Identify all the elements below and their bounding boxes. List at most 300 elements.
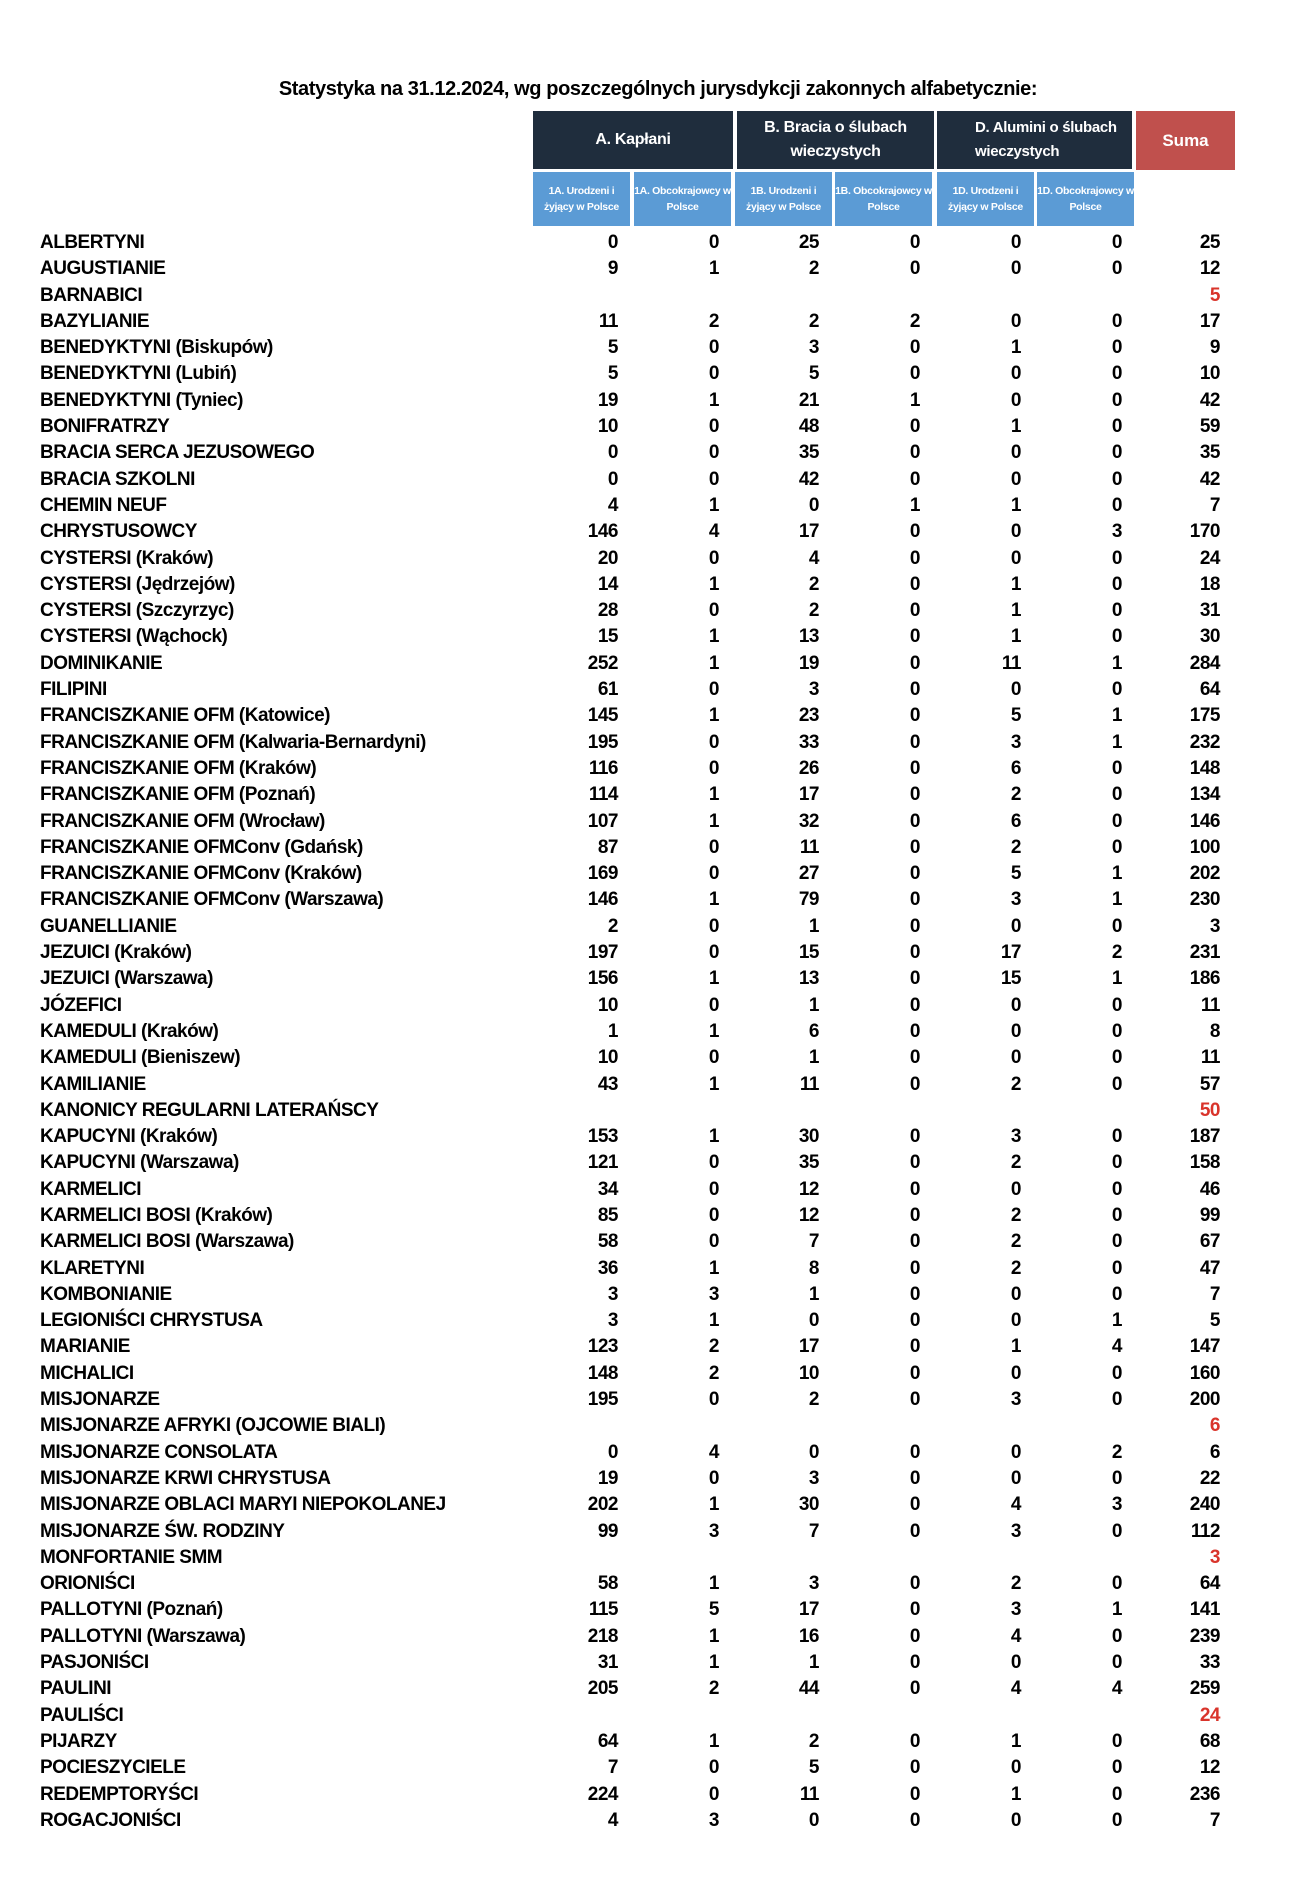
page-title: Statystyka na 31.12.2024, wg poszczególnych jurysdykcji zakonnych alfabetycznie:: [278, 78, 1038, 100]
cell-value: 2: [1010, 836, 1021, 858]
cell-value: 0: [1111, 1047, 1122, 1069]
cell-value: 2: [808, 573, 819, 595]
cell-value: 0: [607, 468, 618, 490]
cell-value: 1: [1111, 652, 1122, 674]
cell-value: 64: [597, 1730, 618, 1752]
cell-value: 0: [1111, 1809, 1122, 1831]
row-sum: 100: [1189, 836, 1220, 858]
row-sum: 236: [1189, 1783, 1220, 1805]
cell-value: 0: [1010, 1178, 1021, 1200]
table-row: [0, 1571, 1316, 1597]
table-row: [0, 1282, 1316, 1308]
jurisdiction-name: BARNABICI: [40, 284, 143, 306]
cell-value: 0: [909, 468, 920, 490]
cell-value: 0: [1010, 363, 1021, 385]
row-sum: 30: [1199, 626, 1220, 648]
cell-value: 1: [708, 1073, 719, 1095]
cell-value: 2: [1111, 942, 1122, 964]
cell-value: 0: [909, 1573, 920, 1595]
jurisdiction-name: PALLOTYNI (Warszawa): [40, 1625, 246, 1647]
jurisdiction-name: POCIESZYCIELE: [40, 1757, 186, 1779]
cell-value: 1: [909, 389, 920, 411]
cell-value: 0: [1010, 1020, 1021, 1042]
jurisdiction-name: ORIONIŚCI: [40, 1573, 135, 1595]
jurisdiction-name: MONFORTANIE SMM: [40, 1546, 223, 1568]
jurisdiction-name: PIJARZY: [40, 1730, 117, 1752]
cell-value: 36: [597, 1257, 618, 1279]
cell-value: 0: [1111, 1283, 1122, 1305]
cell-value: 123: [587, 1336, 618, 1358]
row-sum: 160: [1189, 1362, 1220, 1384]
row-sum: 7: [1209, 1283, 1220, 1305]
cell-value: 218: [587, 1625, 618, 1647]
table-row: [0, 1755, 1316, 1781]
cell-value: 0: [909, 258, 920, 280]
cell-value: 0: [1111, 442, 1122, 464]
cell-value: 0: [1010, 1467, 1021, 1489]
cell-value: 0: [1111, 1073, 1122, 1095]
table-row: [0, 1413, 1316, 1439]
cell-value: 8: [808, 1257, 819, 1279]
jurisdiction-name: AUGUSTIANIE: [40, 258, 166, 280]
row-sum: 232: [1189, 731, 1220, 753]
jurisdiction-name: FRANCISZKANIE OFM (Kalwaria-Bernardyni): [40, 731, 426, 753]
row-sum: 5: [1209, 284, 1220, 306]
cell-value: 1: [1010, 1730, 1021, 1752]
row-sum: 146: [1189, 810, 1220, 832]
cell-value: 0: [909, 626, 920, 648]
cell-value: 0: [708, 337, 719, 359]
cell-value: 1: [1111, 731, 1122, 753]
cell-value: 10: [597, 416, 618, 438]
row-sum: 35: [1199, 442, 1220, 464]
cell-value: 0: [708, 442, 719, 464]
cell-value: 0: [708, 915, 719, 937]
table-row: [0, 335, 1316, 361]
table-row: [0, 546, 1316, 572]
jurisdiction-name: KOMBONIANIE: [40, 1283, 172, 1305]
cell-value: 0: [909, 232, 920, 253]
jurisdiction-name: KANONICY REGULARNI LATERAŃSCY: [40, 1099, 379, 1121]
cell-value: 0: [1010, 442, 1021, 464]
header-group-kaplani: A. Kapłani: [533, 111, 733, 169]
cell-value: 17: [798, 1336, 819, 1358]
jurisdiction-name: PAULIŚCI: [40, 1704, 124, 1726]
cell-value: 11: [799, 1783, 819, 1805]
cell-value: 6: [1010, 810, 1021, 832]
cell-value: 0: [909, 915, 920, 937]
cell-value: 2: [1010, 1152, 1021, 1174]
cell-value: 0: [708, 1783, 719, 1805]
cell-value: 0: [1111, 1389, 1122, 1411]
cell-value: 4: [607, 494, 618, 516]
cell-value: 146: [587, 521, 618, 543]
table-row: [0, 1519, 1316, 1545]
jurisdiction-name: MARIANIE: [40, 1336, 130, 1358]
cell-value: 30: [798, 1126, 819, 1148]
cell-value: 0: [909, 1783, 920, 1805]
cell-value: 42: [798, 468, 819, 490]
cell-value: 0: [909, 416, 920, 438]
cell-value: 0: [909, 1126, 920, 1148]
jurisdiction-name: MISJONARZE AFRYKI (OJCOWIE BIALI): [40, 1415, 386, 1437]
cell-value: 17: [1000, 942, 1021, 964]
table-row: [0, 1650, 1316, 1676]
cell-value: 1: [708, 494, 719, 516]
table-row: [0, 1203, 1316, 1229]
cell-value: 0: [1010, 232, 1021, 253]
cell-value: 0: [1111, 1625, 1122, 1647]
table-row: [0, 493, 1316, 519]
cell-value: 195: [587, 731, 618, 753]
row-sum: 6: [1209, 1415, 1220, 1437]
cell-value: 0: [909, 1757, 920, 1779]
cell-value: 145: [587, 705, 618, 727]
row-sum: 202: [1189, 863, 1220, 885]
jurisdiction-name: BENEDYKTYNI (Biskupów): [40, 337, 273, 359]
cell-value: 5: [808, 363, 819, 385]
table-row: [0, 1729, 1316, 1755]
row-sum: 24: [1199, 547, 1220, 569]
cell-value: 0: [909, 1231, 920, 1253]
row-sum: 7: [1209, 494, 1220, 516]
cell-value: 1: [708, 1730, 719, 1752]
table-row: [0, 1334, 1316, 1360]
cell-value: 0: [1111, 573, 1122, 595]
cell-value: 5: [1010, 863, 1021, 885]
cell-value: 0: [708, 600, 719, 622]
row-sum: 18: [1199, 573, 1220, 595]
jurisdiction-name: CHRYSTUSOWCY: [40, 521, 197, 543]
jurisdiction-name: BRACIA SERCA JEZUSOWEGO: [40, 442, 315, 464]
cell-value: 0: [909, 1310, 920, 1332]
cell-value: 12: [798, 1204, 819, 1226]
cell-value: 26: [798, 757, 819, 779]
cell-value: 0: [909, 1625, 920, 1647]
table-row: [0, 1150, 1316, 1176]
row-sum: 3: [1209, 1546, 1220, 1568]
row-sum: 200: [1189, 1389, 1220, 1411]
cell-value: 0: [1111, 232, 1122, 253]
jurisdiction-name: JÓZEFICI: [40, 994, 122, 1016]
cell-value: 85: [597, 1204, 618, 1226]
cell-value: 0: [909, 679, 920, 701]
table-row: [0, 1229, 1316, 1255]
cell-value: 5: [607, 337, 618, 359]
jurisdiction-name: MISJONARZE CONSOLATA: [40, 1441, 278, 1463]
cell-value: 2: [808, 1389, 819, 1411]
table-row: [0, 887, 1316, 913]
cell-value: 3: [808, 679, 819, 701]
row-sum: 17: [1199, 310, 1220, 332]
cell-value: 0: [1010, 547, 1021, 569]
row-sum: 231: [1189, 942, 1220, 964]
cell-value: 3: [1010, 731, 1021, 753]
cell-value: 0: [1111, 310, 1122, 332]
cell-value: 15: [1000, 968, 1021, 990]
jurisdiction-name: KAMILIANIE: [40, 1073, 146, 1095]
table-row: [0, 782, 1316, 808]
cell-value: 0: [607, 442, 618, 464]
cell-value: 2: [607, 915, 618, 937]
cell-value: 0: [1111, 1152, 1122, 1174]
cell-value: 15: [798, 942, 819, 964]
cell-value: 0: [1111, 757, 1122, 779]
cell-value: 17: [798, 1599, 819, 1621]
jurisdiction-name: MICHALICI: [40, 1362, 134, 1384]
row-sum: 141: [1189, 1599, 1220, 1621]
cell-value: 1: [708, 389, 719, 411]
jurisdiction-name: ROGACJONIŚCI: [40, 1809, 181, 1831]
cell-value: 9: [607, 258, 618, 280]
cell-value: 1: [708, 1126, 719, 1148]
cell-value: 2: [808, 600, 819, 622]
jurisdiction-name: CYSTERSI (Szczyrzyc): [40, 600, 234, 622]
jurisdiction-name: FRANCISZKANIE OFMConv (Kraków): [40, 863, 362, 885]
cell-value: 5: [607, 363, 618, 385]
row-sum: 12: [1199, 1757, 1220, 1779]
jurisdiction-name: JEZUICI (Warszawa): [40, 968, 213, 990]
table-row: [0, 993, 1316, 1019]
table-row: [0, 624, 1316, 650]
row-sum: 46: [1199, 1178, 1220, 1200]
cell-value: 1: [1010, 1336, 1021, 1358]
jurisdiction-name: MISJONARZE ŚW. RODZINY: [40, 1520, 285, 1542]
cell-value: 3: [1111, 1494, 1122, 1516]
cell-value: 0: [909, 363, 920, 385]
jurisdiction-name: CYSTERSI (Wąchock): [40, 626, 228, 648]
cell-value: 1: [708, 1310, 719, 1332]
row-sum: 42: [1199, 389, 1220, 411]
cell-value: 0: [1111, 784, 1122, 806]
cell-value: 0: [1111, 1204, 1122, 1226]
jurisdiction-name: FRANCISZKANIE OFMConv (Warszawa): [40, 889, 384, 911]
cell-value: 3: [1010, 1389, 1021, 1411]
cell-value: 0: [708, 363, 719, 385]
table-row: [0, 1124, 1316, 1150]
cell-value: 0: [909, 1678, 920, 1700]
cell-value: 0: [708, 232, 719, 253]
cell-value: 6: [808, 1020, 819, 1042]
cell-value: 0: [1111, 1757, 1122, 1779]
jurisdiction-name: PALLOTYNI (Poznań): [40, 1599, 223, 1621]
cell-value: 1: [708, 1257, 719, 1279]
cell-value: 16: [798, 1625, 819, 1647]
cell-value: 2: [1010, 784, 1021, 806]
cell-value: 0: [1010, 1047, 1021, 1069]
jurisdiction-name: KAPUCYNI (Kraków): [40, 1126, 218, 1148]
row-sum: 99: [1199, 1204, 1220, 1226]
subheader-1b-obcokrajowcy: 1B. Obcokrajowcy w Polsce: [835, 172, 932, 226]
cell-value: 0: [1010, 994, 1021, 1016]
cell-value: 35: [798, 1152, 819, 1174]
cell-value: 1: [708, 810, 719, 832]
cell-value: 252: [587, 652, 618, 674]
cell-value: 43: [597, 1073, 618, 1095]
cell-value: 0: [708, 1178, 719, 1200]
cell-value: 3: [1010, 1126, 1021, 1148]
cell-value: 3: [1010, 889, 1021, 911]
table-row: [0, 1808, 1316, 1834]
cell-value: 0: [708, 1047, 719, 1069]
cell-value: 0: [909, 1073, 920, 1095]
cell-value: 4: [708, 1441, 719, 1463]
cell-value: 169: [587, 863, 618, 885]
cell-value: 0: [909, 547, 920, 569]
table-row: [0, 414, 1316, 440]
row-sum: 25: [1199, 232, 1220, 253]
cell-value: 0: [708, 547, 719, 569]
cell-value: 0: [1111, 600, 1122, 622]
cell-value: 1: [708, 626, 719, 648]
cell-value: 4: [1010, 1494, 1021, 1516]
cell-value: 0: [708, 1231, 719, 1253]
cell-value: 0: [909, 573, 920, 595]
cell-value: 0: [1111, 1573, 1122, 1595]
cell-value: 28: [597, 600, 618, 622]
cell-value: 0: [607, 1441, 618, 1463]
table-row: [0, 730, 1316, 756]
cell-value: 30: [798, 1494, 819, 1516]
cell-value: 23: [798, 705, 819, 727]
cell-value: 2: [708, 1678, 719, 1700]
cell-value: 0: [1111, 1362, 1122, 1384]
cell-value: 15: [597, 626, 618, 648]
cell-value: 0: [909, 705, 920, 727]
cell-value: 2: [1010, 1573, 1021, 1595]
row-sum: 259: [1189, 1678, 1220, 1700]
subheader-1a-urodzeni: 1A. Urodzeni i żyjący w Polsce: [533, 172, 630, 226]
cell-value: 0: [909, 784, 920, 806]
row-sum: 42: [1199, 468, 1220, 490]
cell-value: 10: [597, 994, 618, 1016]
cell-value: 4: [708, 521, 719, 543]
cell-value: 0: [909, 521, 920, 543]
cell-value: 1: [1010, 494, 1021, 516]
cell-value: 0: [1111, 915, 1122, 937]
cell-value: 0: [909, 810, 920, 832]
row-sum: 187: [1189, 1126, 1220, 1148]
cell-value: 79: [798, 889, 819, 911]
cell-value: 0: [607, 232, 618, 253]
cell-value: 1: [1010, 1783, 1021, 1805]
cell-value: 1: [1010, 573, 1021, 595]
cell-value: 0: [708, 731, 719, 753]
cell-value: 0: [1111, 416, 1122, 438]
cell-value: 19: [597, 389, 618, 411]
cell-value: 0: [708, 1467, 719, 1489]
jurisdiction-name: CHEMIN NEUF: [40, 494, 167, 516]
cell-value: 2: [1010, 1231, 1021, 1253]
cell-value: 19: [798, 652, 819, 674]
cell-value: 3: [808, 1573, 819, 1595]
jurisdiction-name: PAULINI: [40, 1678, 112, 1700]
cell-value: 33: [798, 731, 819, 753]
cell-value: 3: [808, 337, 819, 359]
cell-value: 0: [909, 836, 920, 858]
table-row: [0, 651, 1316, 677]
cell-value: 0: [909, 1730, 920, 1752]
cell-value: 1: [708, 1625, 719, 1647]
cell-value: 1: [1111, 1310, 1122, 1332]
row-sum: 147: [1189, 1336, 1220, 1358]
table-row: [0, 835, 1316, 861]
cell-value: 1: [1111, 889, 1122, 911]
cell-value: 0: [1010, 468, 1021, 490]
cell-value: 0: [1111, 1730, 1122, 1752]
row-sum: 134: [1189, 784, 1220, 806]
table-row: [0, 1703, 1316, 1729]
cell-value: 0: [909, 1020, 920, 1042]
jurisdiction-name: KLARETYNI: [40, 1257, 145, 1279]
cell-value: 7: [808, 1520, 819, 1542]
table-row: [0, 940, 1316, 966]
cell-value: 0: [1111, 1783, 1122, 1805]
cell-value: 0: [909, 757, 920, 779]
cell-value: 0: [808, 1809, 819, 1831]
table-row: [0, 388, 1316, 414]
jurisdiction-name: FILIPINI: [40, 679, 107, 701]
jurisdiction-name: GUANELLIANIE: [40, 915, 177, 937]
table-row: [0, 861, 1316, 887]
jurisdiction-name: KAMEDULI (Kraków): [40, 1020, 219, 1042]
cell-value: 1: [708, 1573, 719, 1595]
cell-value: 0: [708, 994, 719, 1016]
row-sum: 170: [1189, 521, 1220, 543]
cell-value: 224: [587, 1783, 618, 1805]
cell-value: 0: [909, 863, 920, 885]
cell-value: 25: [798, 232, 819, 253]
jurisdiction-name: KARMELICI BOSI (Kraków): [40, 1204, 273, 1226]
cell-value: 4: [607, 1809, 618, 1831]
row-sum: 230: [1189, 889, 1220, 911]
row-sum: 7: [1209, 1809, 1220, 1831]
cell-value: 0: [909, 1599, 920, 1621]
jurisdiction-name: BENEDYKTYNI (Tyniec): [40, 389, 243, 411]
cell-value: 0: [1010, 1362, 1021, 1384]
cell-value: 3: [1010, 1599, 1021, 1621]
cell-value: 58: [597, 1573, 618, 1595]
cell-value: 12: [798, 1178, 819, 1200]
cell-value: 11: [1001, 652, 1021, 674]
jurisdiction-name: ALBERTYNI: [40, 232, 145, 253]
cell-value: 7: [808, 1231, 819, 1253]
cell-value: 2: [708, 310, 719, 332]
table-row: [0, 966, 1316, 992]
cell-value: 1: [708, 784, 719, 806]
cell-value: 1: [708, 1494, 719, 1516]
cell-value: 20: [597, 547, 618, 569]
cell-value: 197: [587, 942, 618, 964]
jurisdiction-name: KAPUCYNI (Warszawa): [40, 1152, 239, 1174]
jurisdiction-name: MISJONARZE OBLACI MARYI NIEPOKOLANEJ: [40, 1494, 446, 1516]
cell-value: 3: [708, 1283, 719, 1305]
cell-value: 0: [1010, 1310, 1021, 1332]
cell-value: 0: [909, 942, 920, 964]
header-group-bracia: B. Bracia o ślubach wieczystych: [737, 111, 934, 169]
cell-value: 1: [708, 889, 719, 911]
cell-value: 3: [708, 1520, 719, 1542]
jurisdiction-name: JEZUICI (Kraków): [40, 942, 192, 964]
table-row: [0, 1045, 1316, 1071]
cell-value: 2: [808, 258, 819, 280]
cell-value: 0: [1111, 626, 1122, 648]
cell-value: 4: [1111, 1678, 1122, 1700]
cell-value: 0: [1010, 1757, 1021, 1779]
header-group-alumini: D. Alumini o ślubach wieczystych: [937, 111, 1132, 169]
table-row: [0, 1676, 1316, 1702]
cell-value: 0: [1111, 1257, 1122, 1279]
